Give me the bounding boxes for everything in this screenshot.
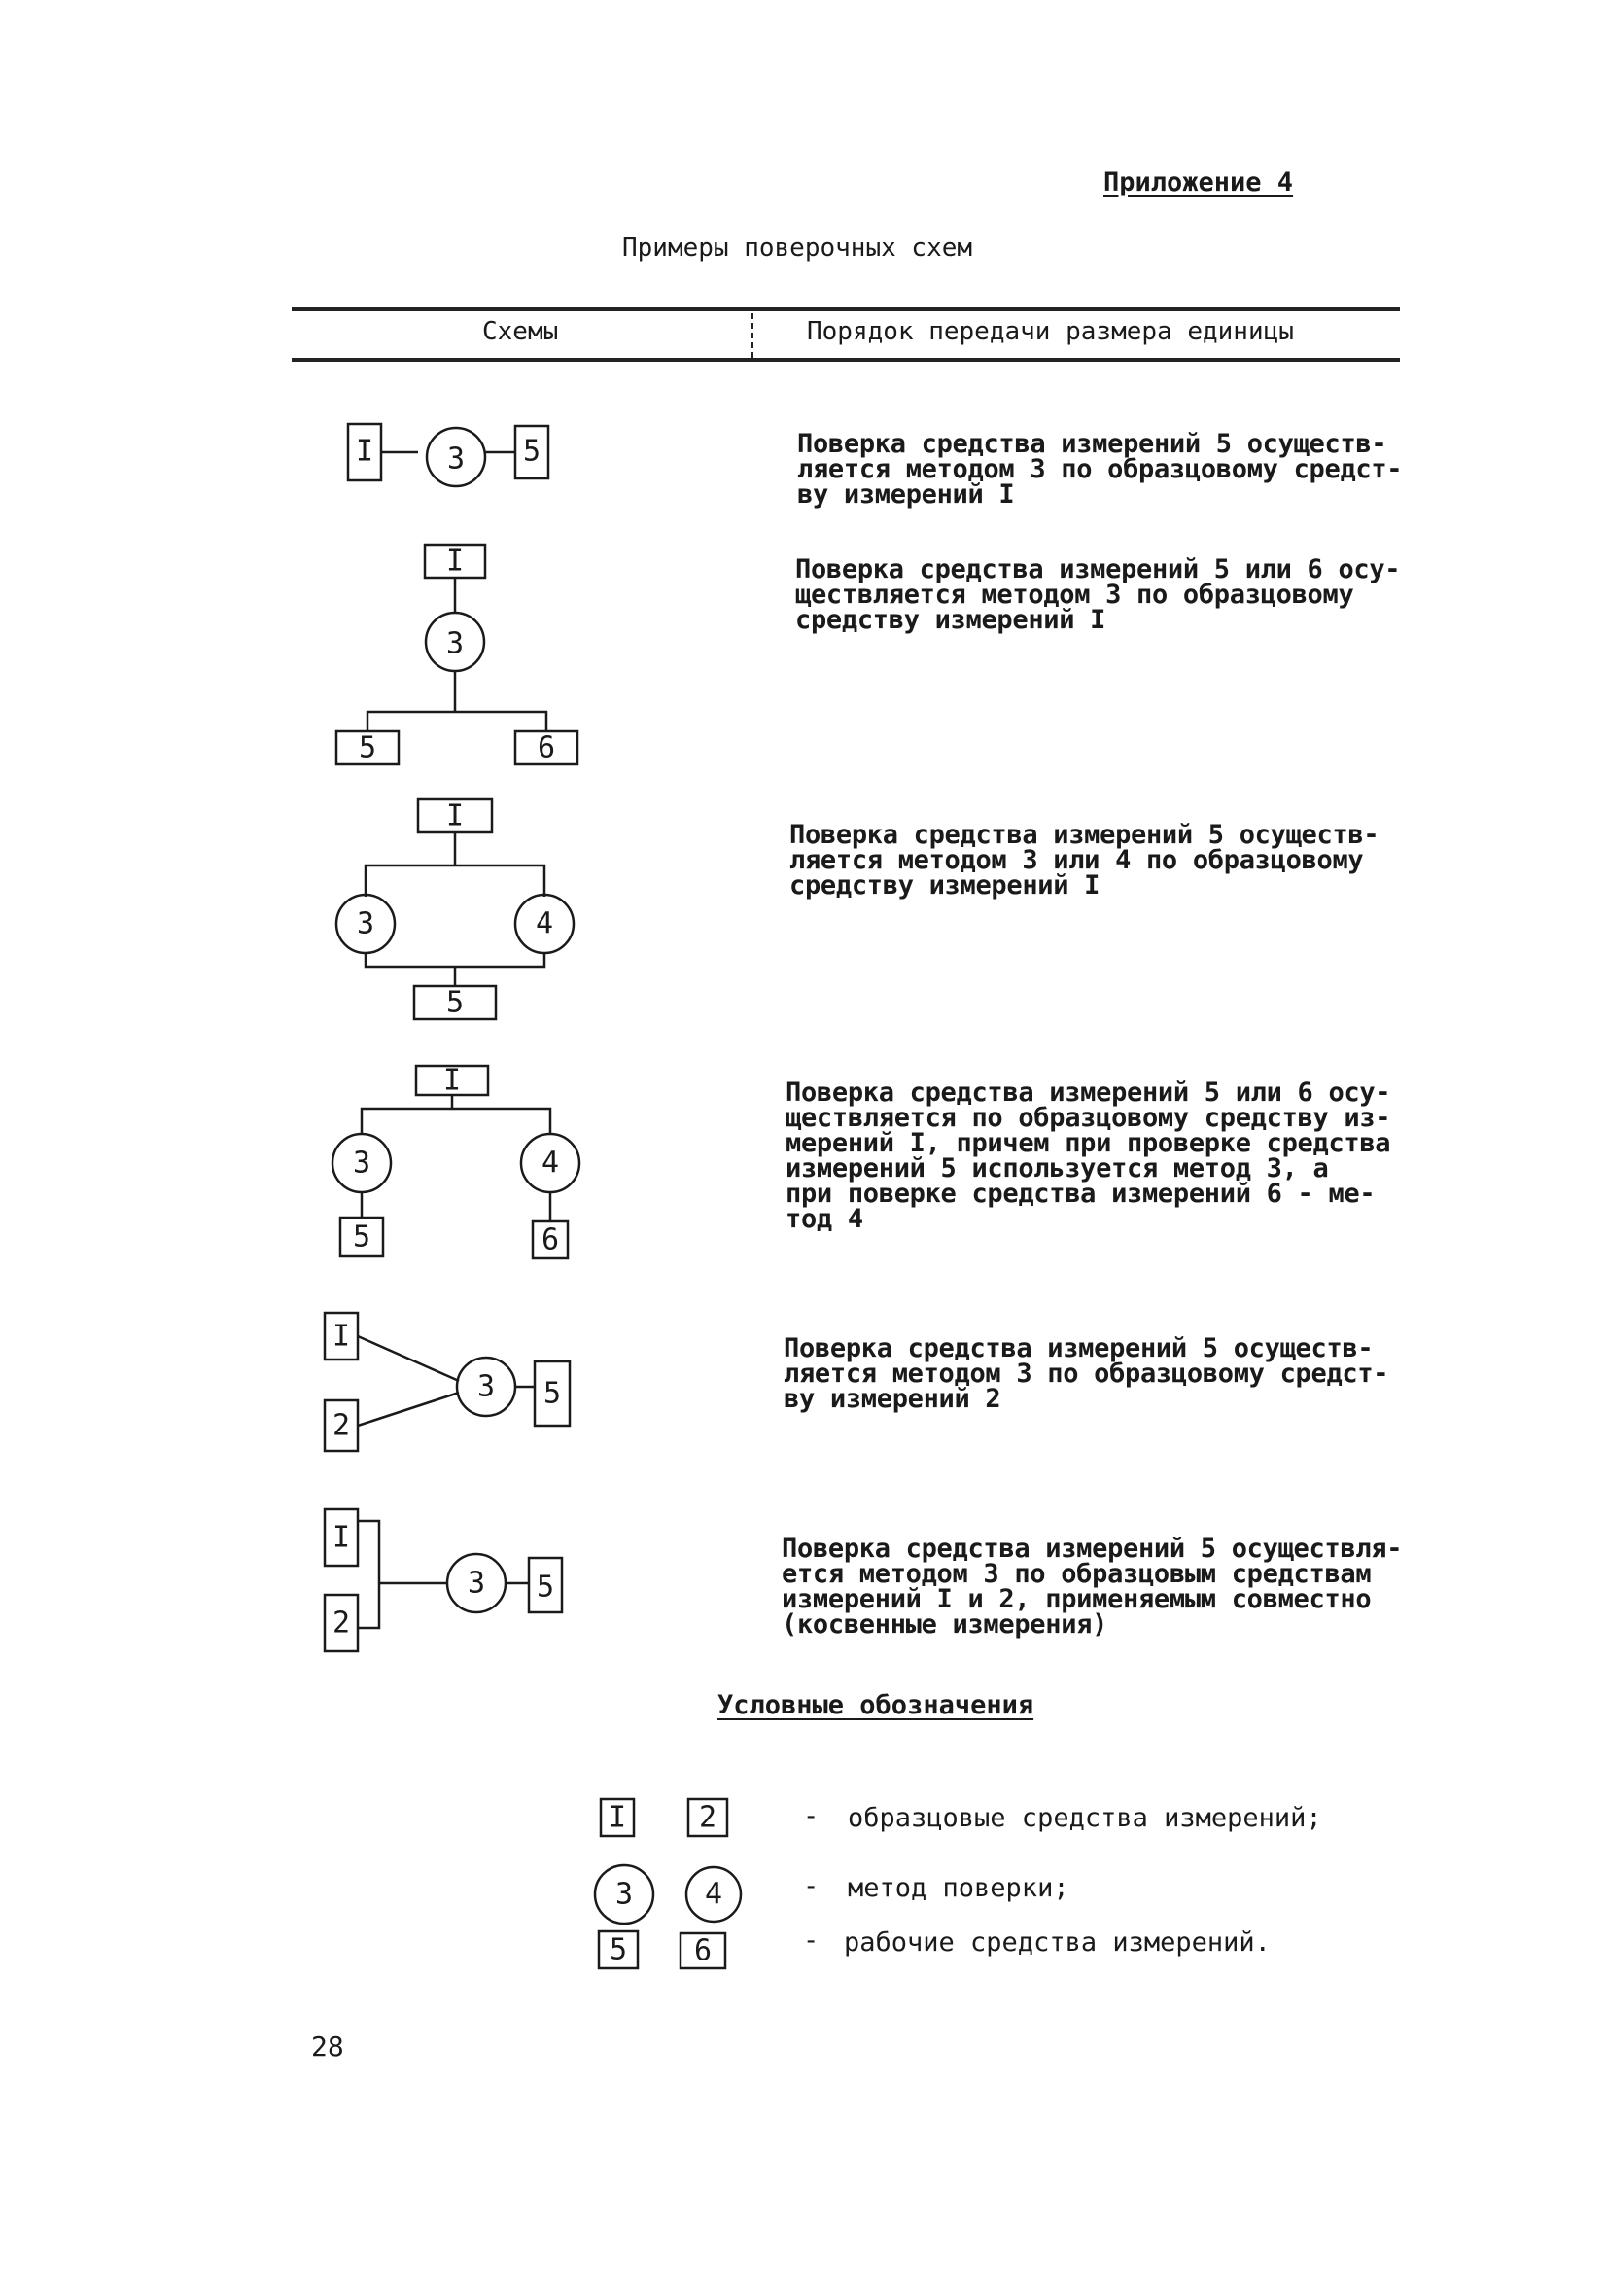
scheme-4-label-method-3: 3 (352, 1146, 371, 1181)
legend-dash-1: - (803, 1801, 820, 1831)
scheme-2-label-standard: I (445, 544, 465, 579)
scheme-1-label-standard: I (355, 434, 374, 469)
scheme-4-diagram (321, 1050, 593, 1264)
scheme-5-label-working: 5 (542, 1376, 562, 1411)
legend-symbol-working-5: 5 (609, 1932, 628, 1967)
header-schemes: Схемы (482, 317, 559, 346)
legend-symbol-method-4: 4 (704, 1877, 723, 1912)
scheme-3-diagram (321, 788, 593, 1031)
scheme-6-description: Поверка средства измерений 5 осуществля- ется методом 3 по образцовым средствам измерений I и 2, применяемым совместно (косвенные измерения) (782, 1534, 1403, 1640)
legend-symbols-working (583, 1924, 758, 1982)
scheme-3-label-working: 5 (445, 985, 465, 1020)
scheme-6-label-standard-1: I (332, 1520, 351, 1555)
legend-symbols-standards (583, 1791, 758, 1850)
legend-symbol-working-6: 6 (693, 1933, 713, 1968)
scheme-1-diagram (331, 408, 583, 515)
legend-text-standards: образцовые средства измерений; (848, 1803, 1322, 1833)
legend-dash-2: - (803, 1871, 820, 1901)
scheme-3-description: Поверка средства измерений 5 осуществ- ляется методом 3 или 4 по образцовому средству измерений I (789, 820, 1380, 901)
scheme-3-label-standard: I (445, 798, 465, 833)
scheme-2-description: Поверка средства измерений 5 или 6 осу- ществляется методом 3 по образцовому средству измерений I (795, 554, 1401, 635)
scheme-5-description: Поверка средства измерений 5 осуществ- ляется методом 3 по образцовому средст- ву измерений 2 (784, 1333, 1389, 1414)
scheme-3-label-method-3: 3 (356, 906, 375, 941)
scheme-1-description: Поверка средства измерений 5 осуществ- ляется методом 3 по образцовому средст- ву измерений I (797, 429, 1403, 510)
scheme-4-label-working-6: 6 (541, 1222, 560, 1257)
scheme-1-label-working: 5 (522, 434, 541, 469)
appendix-label: Приложение 4 (1103, 167, 1294, 197)
scheme-6-diagram (311, 1498, 583, 1663)
page-number: 28 (311, 2031, 344, 2063)
scheme-4-label-method-4: 4 (541, 1146, 560, 1181)
legend-text-methods: метод поверки; (848, 1873, 1069, 1903)
table-top-rule (292, 307, 1400, 311)
header-column-divider (751, 313, 753, 358)
scheme-2-label-working-6: 6 (537, 730, 556, 765)
scheme-2-diagram (321, 535, 593, 778)
document-title: Примеры поверочных схем (622, 233, 973, 263)
table-header-rule (292, 358, 1400, 362)
scheme-5-label-standard-1: I (332, 1319, 351, 1354)
scheme-4-label-standard: I (442, 1063, 462, 1098)
scheme-2-label-working-5: 5 (358, 730, 377, 765)
legend-symbol-standard-1: I (608, 1800, 627, 1835)
scheme-6-label-standard-2: 2 (332, 1606, 351, 1641)
scheme-6-label-method: 3 (467, 1566, 486, 1601)
scheme-5-diagram (311, 1303, 583, 1468)
scheme-1-label-method: 3 (446, 442, 466, 477)
header-transfer-order: Порядок передачи размера единицы (807, 317, 1294, 346)
scheme-6-label-working: 5 (536, 1570, 555, 1605)
scheme-3-label-method-4: 4 (535, 906, 554, 941)
scheme-2-label-method: 3 (445, 626, 465, 661)
legend-title: Условные обозначения (717, 1690, 1034, 1720)
scheme-4-description: Поверка средства измерений 5 или 6 осу- ществляется по образцовому средству из- мерений I, причем при проверке средства измерений 5 используется метод 3, а при поверке средства измерений 6 - ме- тод 4 (786, 1077, 1391, 1234)
legend-symbol-method-3: 3 (614, 1877, 634, 1912)
legend-dash-3: - (803, 1925, 820, 1956)
scheme-4-label-working-5: 5 (352, 1219, 371, 1254)
legend-text-working: рабочие средства измерений. (844, 1927, 1271, 1958)
scheme-5-label-standard-2: 2 (332, 1408, 351, 1443)
legend-symbol-standard-2: 2 (698, 1800, 717, 1835)
scheme-5-label-method: 3 (476, 1369, 496, 1404)
